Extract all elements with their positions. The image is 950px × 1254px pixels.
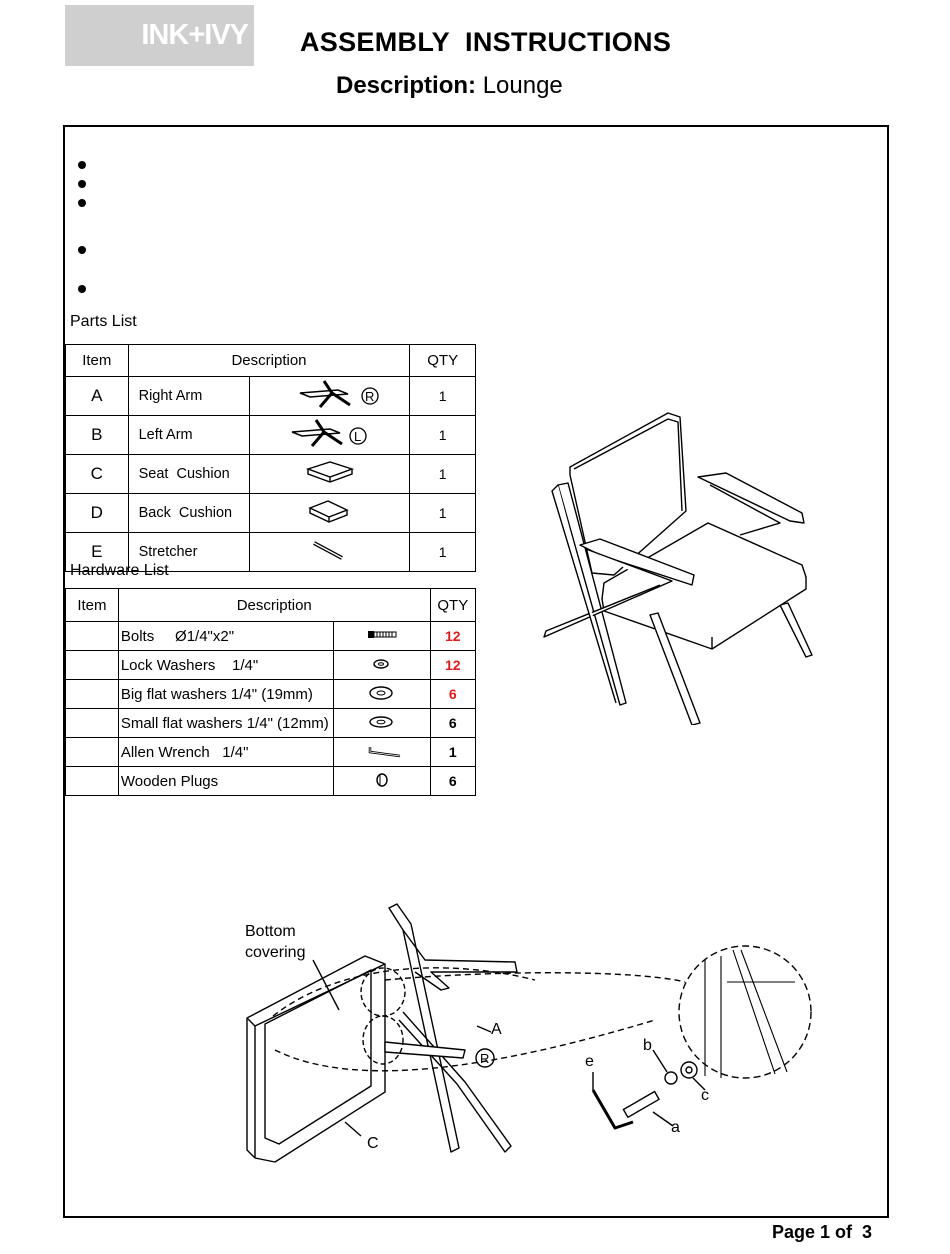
brand-logo bbox=[65, 5, 254, 66]
table-row bbox=[66, 416, 476, 455]
lock-washer-icon bbox=[333, 651, 430, 680]
hardware-qty: 12 bbox=[430, 622, 475, 651]
hardware-name: Wooden Plugs bbox=[118, 767, 333, 796]
allen-wrench-icon bbox=[333, 738, 430, 767]
hardware-qty: 1 bbox=[430, 738, 475, 767]
item-name: Stretcher bbox=[128, 533, 250, 572]
table-row bbox=[66, 709, 476, 738]
label-c: c bbox=[701, 1087, 709, 1104]
table-row bbox=[66, 494, 476, 533]
page-number: Page 1 of 3 bbox=[771, 1222, 872, 1242]
col-description: Description bbox=[128, 345, 410, 377]
wooden-plug-icon bbox=[333, 767, 430, 796]
item-letter: A bbox=[66, 377, 129, 416]
col-qty: QTY bbox=[430, 589, 475, 622]
hardware-qty: 6 bbox=[430, 709, 475, 738]
hardware-qty: 6 bbox=[430, 680, 475, 709]
brand-name: INK+IVY bbox=[141, 19, 248, 51]
svg-text:covering: covering bbox=[245, 944, 306, 961]
description-label: Description: bbox=[336, 72, 477, 99]
right-mark-label: R bbox=[480, 1051, 490, 1066]
col-item: Item bbox=[66, 345, 129, 377]
table-row bbox=[66, 622, 476, 651]
item-name: Back Cushion bbox=[128, 494, 250, 533]
bullet-point bbox=[78, 161, 86, 169]
table-row bbox=[66, 680, 476, 709]
lounge-chair-illustration bbox=[540, 405, 820, 725]
hardware-name: Big flat washers 1/4" (19mm) bbox=[118, 680, 333, 709]
part-a-label: A bbox=[491, 1021, 502, 1038]
bullet-point bbox=[78, 285, 86, 293]
hardware-name: Lock Washers 1/4" bbox=[118, 651, 333, 680]
assembly-diagram bbox=[235, 900, 825, 1170]
bolt-icon bbox=[333, 622, 430, 651]
item-letter: E bbox=[66, 533, 129, 572]
item-qty: 1 bbox=[410, 377, 476, 416]
parts-list-label: Parts List bbox=[70, 313, 137, 330]
bullet-point bbox=[78, 199, 86, 207]
hardware-list-label: Hardware List bbox=[70, 562, 169, 579]
hardware-name: Bolts Ø1/4"x2" bbox=[118, 622, 333, 651]
col-description: Description bbox=[118, 589, 430, 622]
bullet-point bbox=[78, 180, 86, 188]
right-arm-icon bbox=[250, 377, 410, 416]
left-arm-icon bbox=[250, 416, 410, 455]
item-qty: 1 bbox=[410, 416, 476, 455]
item-qty: 1 bbox=[410, 455, 476, 494]
label-e: e bbox=[585, 1053, 594, 1070]
table-row bbox=[66, 455, 476, 494]
label-a: a bbox=[671, 1119, 680, 1136]
hardware-name: Small flat washers 1/4" (12mm) bbox=[118, 709, 333, 738]
description-value: Lounge bbox=[482, 72, 563, 99]
small-washer-icon bbox=[333, 709, 430, 738]
right-mark: R bbox=[365, 389, 375, 404]
item-qty: 1 bbox=[410, 533, 476, 572]
bottom-covering-label: Bottom bbox=[245, 923, 296, 940]
table-row bbox=[66, 651, 476, 680]
table-row bbox=[66, 767, 476, 796]
description-line bbox=[336, 72, 563, 100]
hardware-qty: 6 bbox=[430, 767, 475, 796]
hardware-name: Allen Wrench 1/4" bbox=[118, 738, 333, 767]
big-washer-icon bbox=[333, 680, 430, 709]
table-row bbox=[66, 377, 476, 416]
back-cushion-icon bbox=[250, 494, 410, 533]
label-b: b bbox=[643, 1037, 652, 1054]
stretcher-icon bbox=[250, 533, 410, 572]
item-name: Seat Cushion bbox=[128, 455, 250, 494]
item-name: Right Arm bbox=[128, 377, 250, 416]
item-qty: 1 bbox=[410, 494, 476, 533]
part-c-label: C bbox=[367, 1135, 379, 1152]
col-item: Item bbox=[66, 589, 119, 622]
hardware-qty: 12 bbox=[430, 651, 475, 680]
hardware-table bbox=[65, 588, 476, 796]
item-letter: B bbox=[66, 416, 129, 455]
col-qty: QTY bbox=[410, 345, 476, 377]
bullet-point bbox=[78, 246, 86, 254]
table-row bbox=[66, 738, 476, 767]
left-mark: L bbox=[354, 429, 362, 444]
parts-table bbox=[65, 344, 476, 572]
item-letter: D bbox=[66, 494, 129, 533]
item-letter: C bbox=[66, 455, 129, 494]
page-title: ASSEMBLY INSTRUCTIONS bbox=[300, 27, 672, 57]
item-name: Left Arm bbox=[128, 416, 250, 455]
seat-cushion-icon bbox=[250, 455, 410, 494]
